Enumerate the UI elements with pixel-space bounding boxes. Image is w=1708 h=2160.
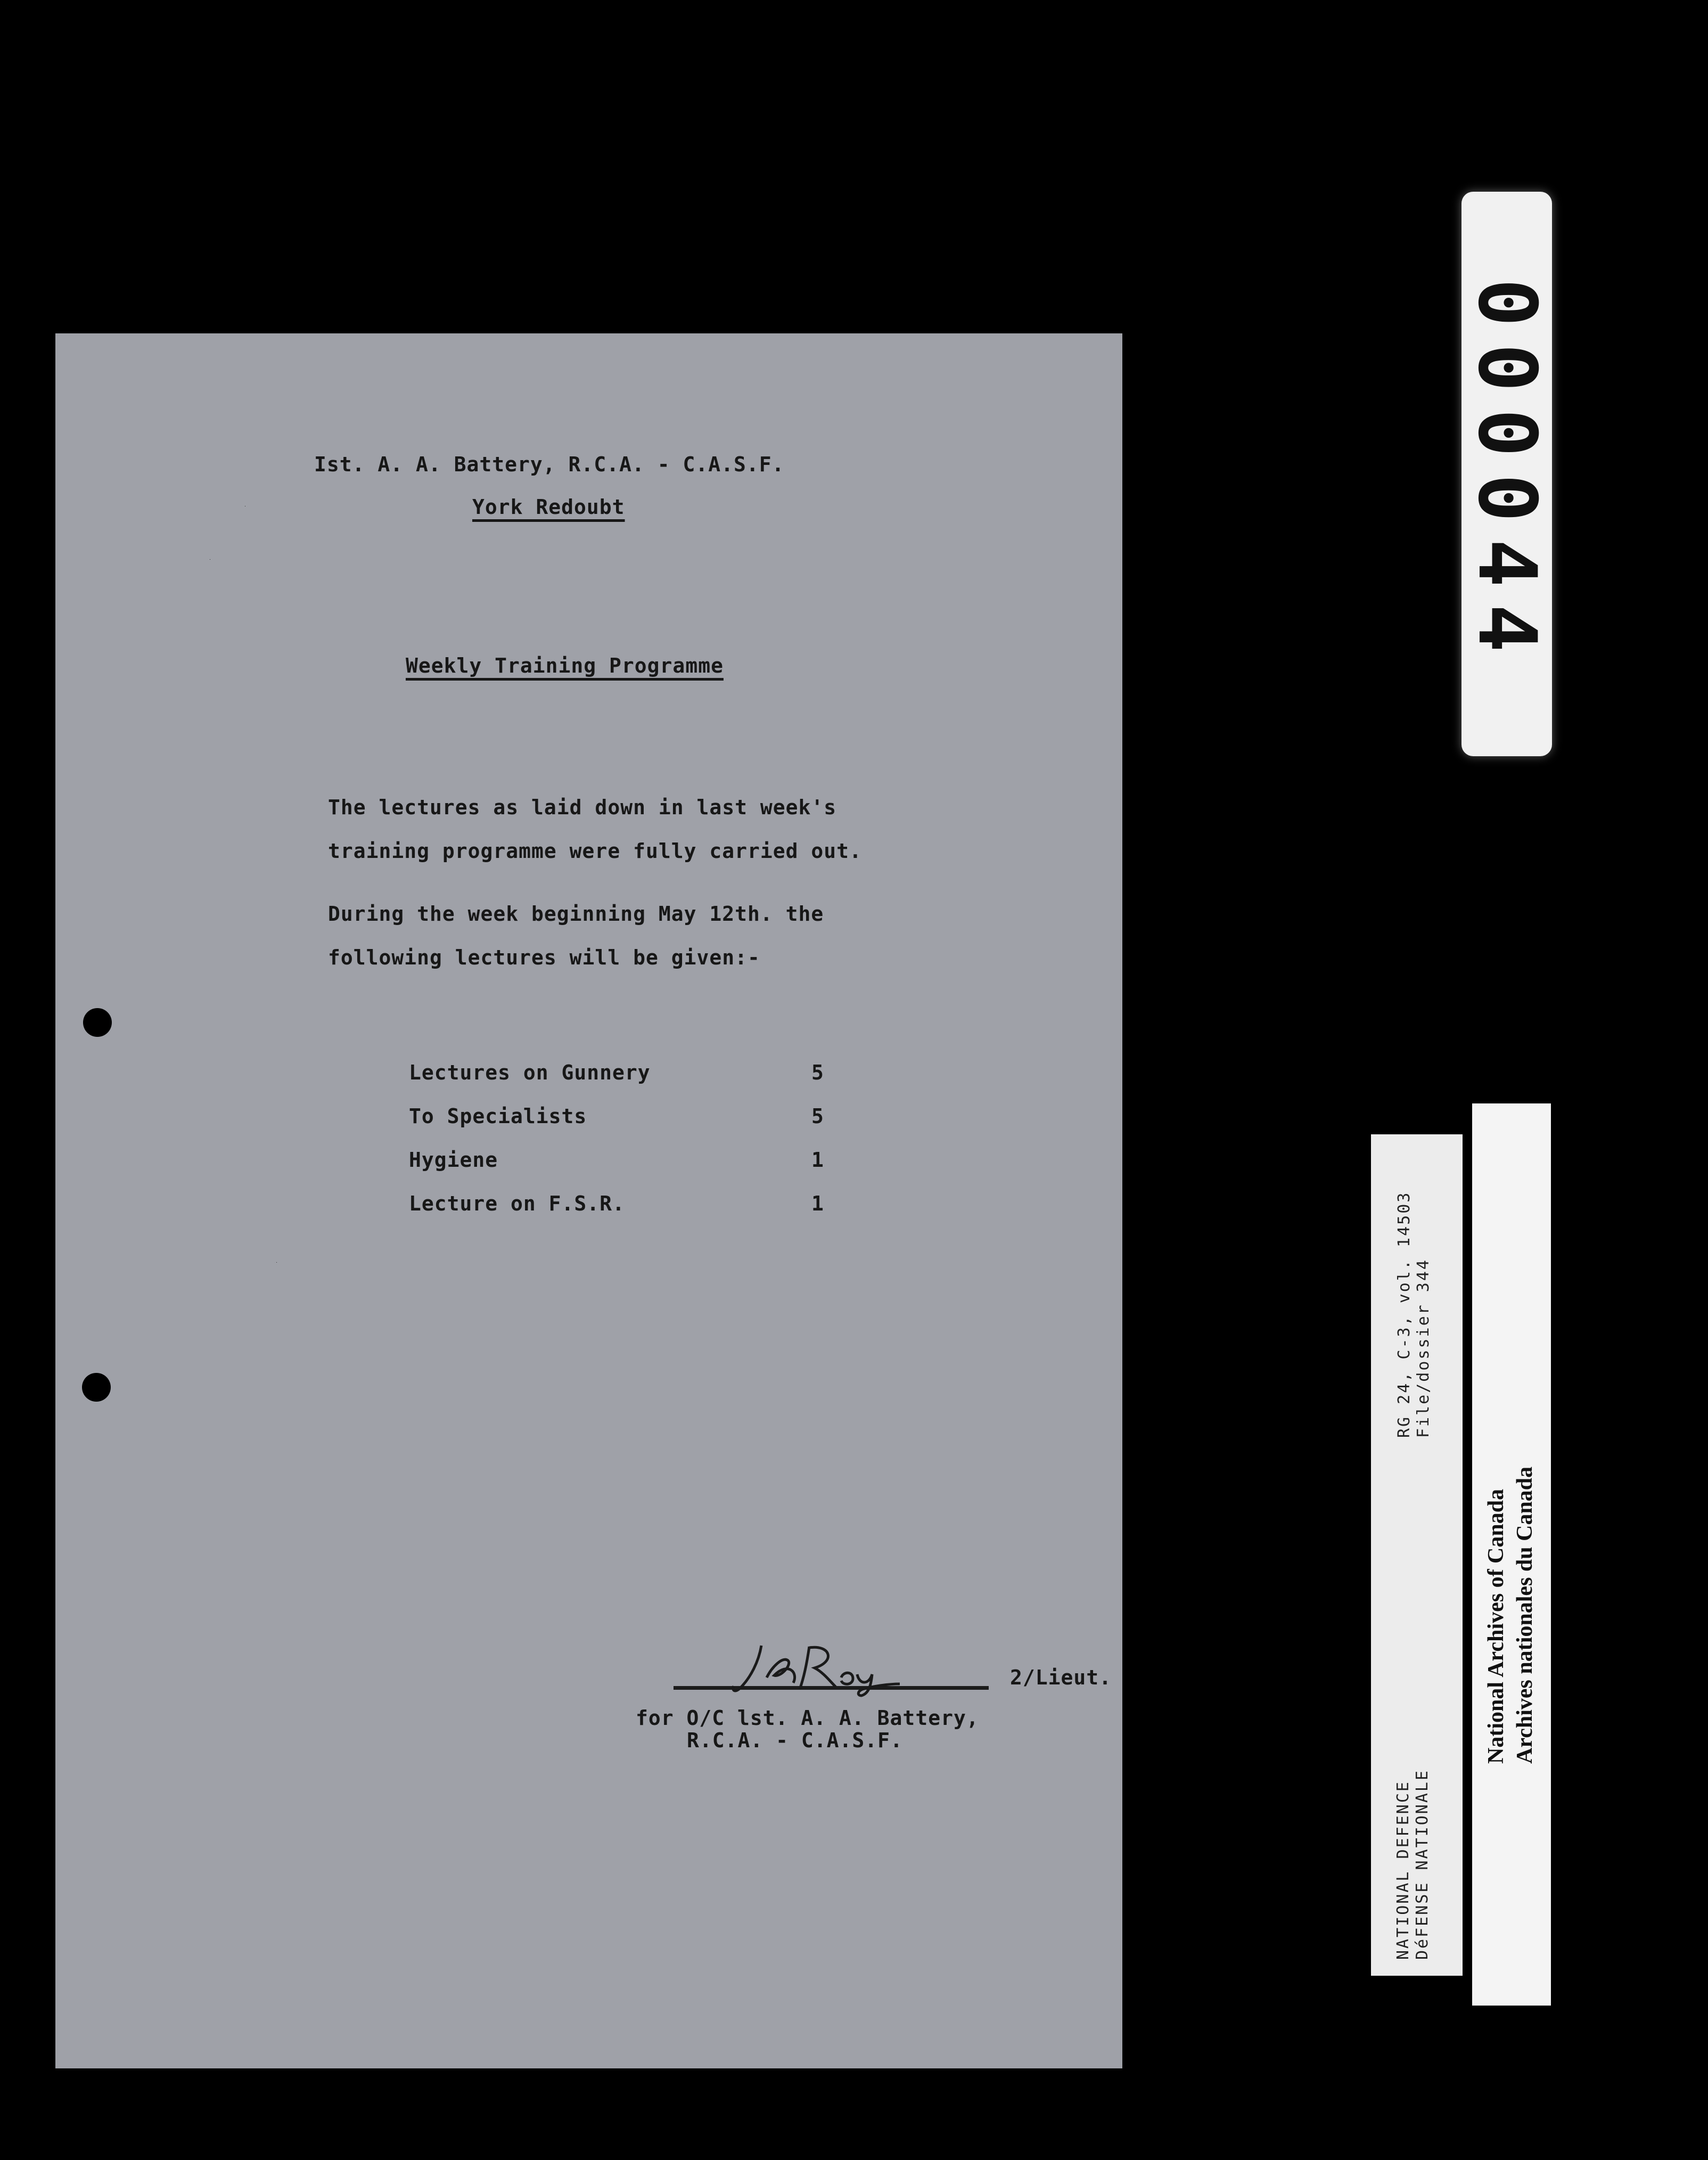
- signoff-line-1: for O/C lst. A. A. Battery,: [636, 1706, 979, 1730]
- punch-hole: [82, 1373, 111, 1402]
- location-heading: York Redoubt: [472, 495, 625, 519]
- lecture-count: 5: [811, 1061, 824, 1084]
- lecture-name: Lecture on F.S.R.: [409, 1192, 625, 1215]
- frame-number: 000044: [1460, 279, 1553, 669]
- lecture-count: 1: [811, 1192, 824, 1215]
- signoff-line-2: R.C.A. - C.A.S.F.: [687, 1729, 903, 1752]
- department-english: NATIONAL DEFENCE: [1394, 1780, 1413, 1960]
- file-number: File/dossier 344: [1414, 1258, 1433, 1438]
- paragraph-2-line-2: following lectures will be given:-: [328, 946, 760, 969]
- lecture-count: 5: [811, 1104, 824, 1128]
- lecture-name: To Specialists: [409, 1104, 587, 1128]
- paragraph-1-line-2: training programme were fully carried out.: [328, 839, 862, 863]
- archives-name-english: National Archives of Canada: [1484, 1488, 1508, 1764]
- rank: 2/Lieut.: [1010, 1666, 1112, 1689]
- archives-name-french: Archives nationales du Canada: [1513, 1466, 1537, 1764]
- document-page: [55, 333, 1122, 2068]
- speck: [276, 1262, 277, 1263]
- paragraph-2-line-1: During the week beginning May 12th. the: [328, 902, 824, 926]
- lecture-count: 1: [811, 1148, 824, 1172]
- lecture-name: Lectures on Gunnery: [409, 1061, 651, 1084]
- document-title: Weekly Training Programme: [406, 654, 724, 677]
- record-group-reference: RG 24, C-3, vol. 14503: [1395, 1191, 1414, 1438]
- archive-reference-label: [1371, 1134, 1463, 1976]
- handwritten-signature: [729, 1640, 905, 1699]
- unit-heading: Ist. A. A. Battery, R.C.A. - C.A.S.F.: [314, 453, 785, 476]
- frame-counter-label: [1461, 192, 1552, 756]
- paragraph-1-line-1: The lectures as laid down in last week's: [328, 796, 837, 819]
- punch-hole: [83, 1008, 112, 1037]
- national-archives-label: [1472, 1103, 1551, 2006]
- department-french: DéFENSE NATIONALE: [1413, 1769, 1432, 1960]
- lecture-name: Hygiene: [409, 1148, 498, 1172]
